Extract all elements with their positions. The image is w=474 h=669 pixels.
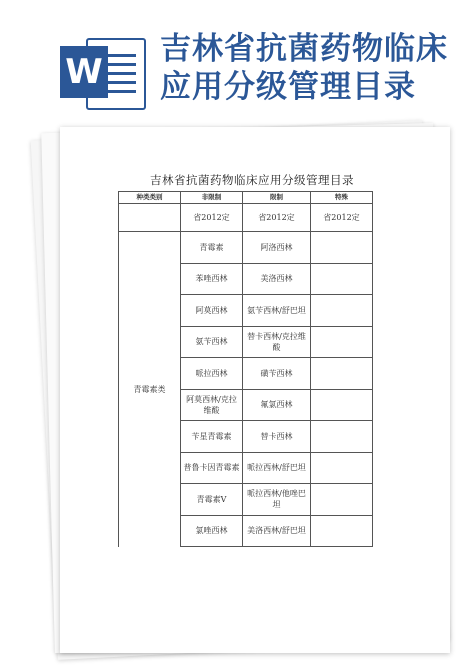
header-banner [0,0,474,118]
subheader-category [119,204,181,232]
cell-non-restricted: 普鲁卡因青霉素 [181,452,243,484]
header-restricted: 限制 [243,192,311,204]
cell-restricted: 替卡西林/克拉维酸 [243,326,311,358]
cell-special [311,358,373,390]
table-row [119,232,373,264]
antibiotic-grade-table [118,191,373,547]
cell-special [311,484,373,516]
cell-special [311,295,373,327]
cell-non-restricted: 青霉素V [181,484,243,516]
cell-restricted: 阿洛西林 [243,232,311,264]
word-document-icon [60,30,144,110]
cell-non-restricted: 氯唑西林 [181,515,243,547]
cell-special [311,232,373,264]
cell-special [311,421,373,453]
table-header-row [119,192,373,204]
document-title: 吉林省抗菌药物临床应用分级管理目录 [150,173,354,187]
cell-special [311,452,373,484]
cell-restricted: 美洛西林 [243,263,311,295]
cell-special [311,326,373,358]
cell-restricted: 磺苄西林 [243,358,311,390]
cell-non-restricted: 阿莫西林/克拉维酸 [181,389,243,421]
cell-restricted: 替卡西林 [243,421,311,453]
cell-non-restricted: 氨苄西林 [181,326,243,358]
word-logo-letter: W [60,46,108,98]
cell-non-restricted: 青霉素 [181,232,243,264]
category-cell: 青霉素类 [119,232,181,547]
cell-non-restricted: 苄星青霉素 [181,421,243,453]
header-category: 种类类别 [119,192,181,204]
cell-restricted: 氟氯西林 [243,389,311,421]
table-subheader-row [119,204,373,232]
cell-special [311,515,373,547]
subheader-non-restricted: 省2012定 [181,204,243,232]
cell-non-restricted: 阿莫西林 [181,295,243,327]
subheader-special: 省2012定 [311,204,373,232]
header-special: 特殊 [311,192,373,204]
subheader-restricted: 省2012定 [243,204,311,232]
cell-restricted: 哌拉西林/他唑巴坦 [243,484,311,516]
cell-non-restricted: 苯唑西林 [181,263,243,295]
header-non-restricted: 非限制 [181,192,243,204]
cell-restricted: 哌拉西林/舒巴坦 [243,452,311,484]
banner-title: 吉林省抗菌药物临床应用分级管理目录 [160,31,448,105]
cell-restricted: 氨苄西林/舒巴坦 [243,295,311,327]
cell-special [311,389,373,421]
cell-non-restricted: 哌拉西林 [181,358,243,390]
cell-restricted: 美洛西林/舒巴坦 [243,515,311,547]
cell-special [311,263,373,295]
